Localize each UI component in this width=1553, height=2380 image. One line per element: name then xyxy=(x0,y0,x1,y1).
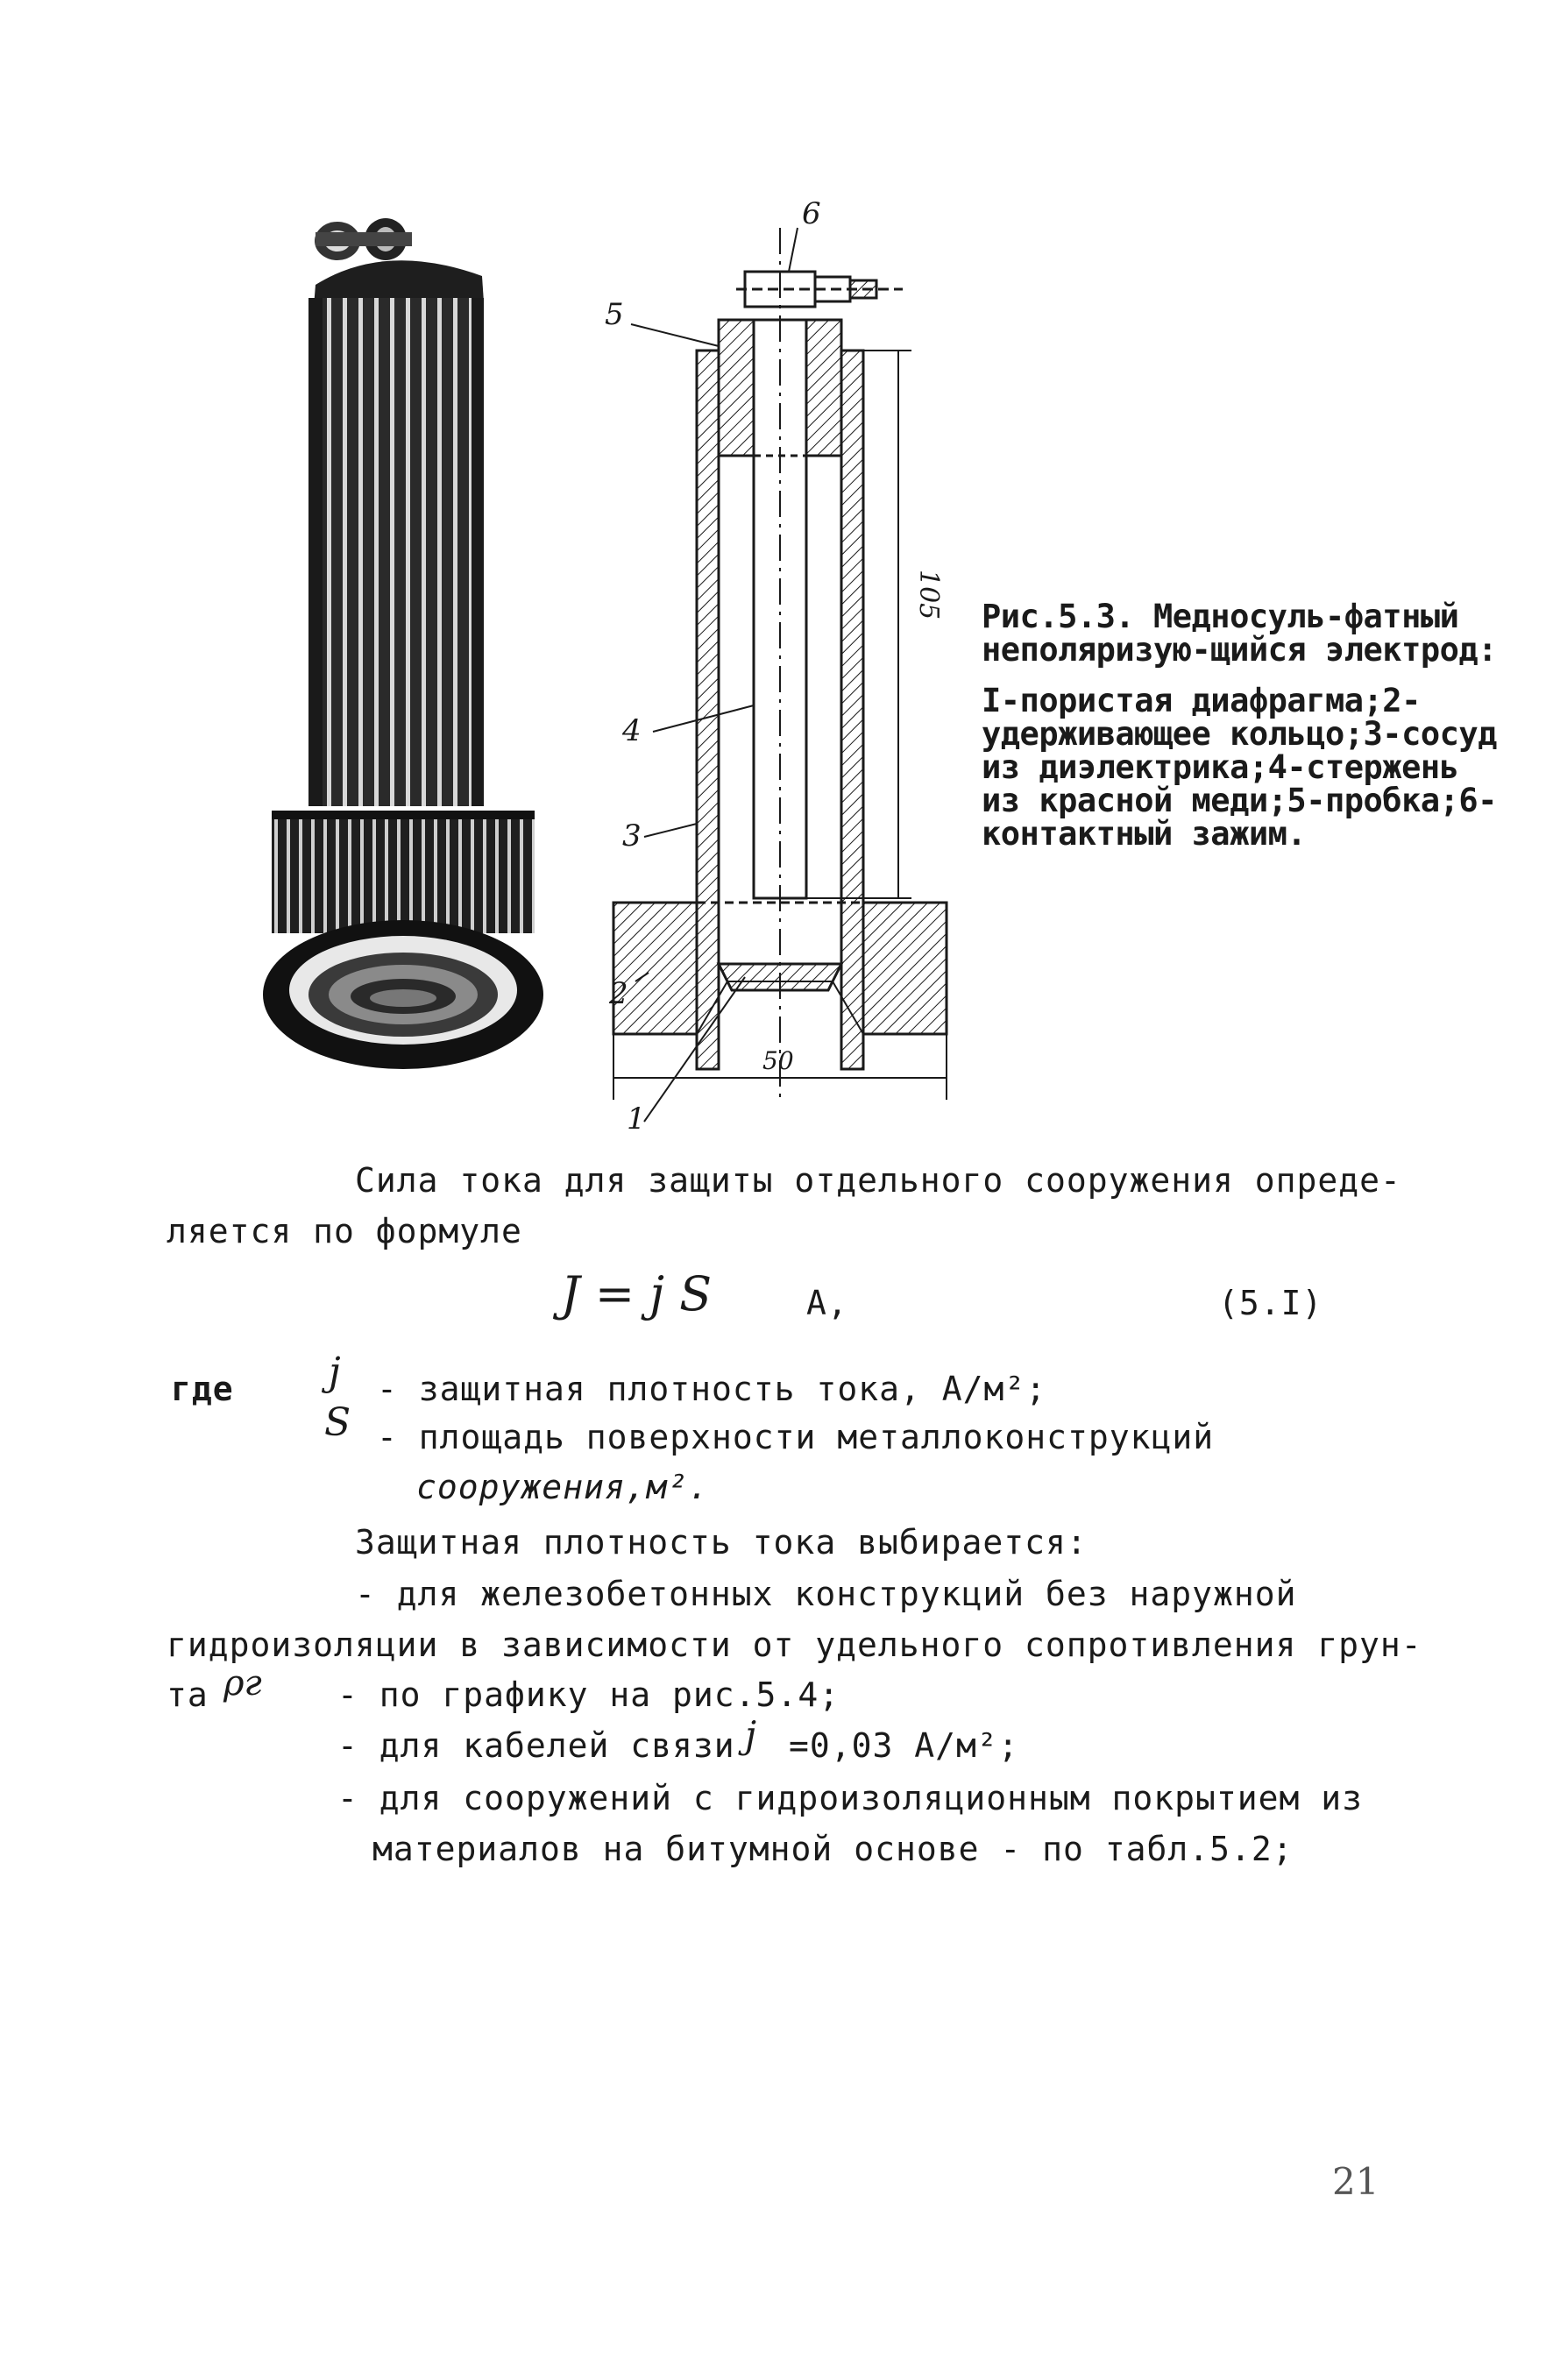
electrode-section-diagram xyxy=(596,193,999,1130)
item2-j-symbol: j xyxy=(745,1713,757,1756)
def-s-symbol: S xyxy=(324,1400,351,1445)
para1-line1: Сила тока для защиты отдельного сооружения опреде- xyxy=(355,1161,1401,1200)
para2: Защитная плотность тока выбирается: xyxy=(355,1523,1088,1562)
page-number: 21 xyxy=(1332,2160,1379,2203)
where-word: где xyxy=(171,1370,234,1408)
def-s-text-1: - площадь поверхности металлоконструкций xyxy=(377,1418,1215,1456)
item3-line2: материалов на битумной основе - по табл.5.2; xyxy=(372,1830,1294,1868)
caption-body: I-пористая диафрагма;2-удерживающее кольцо;3-сосуд из диэлектрика;4-стержень из красной меди;5-пробка;6-контактный зажим. xyxy=(982,682,1497,853)
label-1: 1 xyxy=(627,1101,646,1130)
electrode-photo xyxy=(254,206,557,1109)
item1-rho-symbol: ρг xyxy=(223,1663,262,1704)
item1-line3-text: - по графику на рис.5.4; xyxy=(337,1675,840,1714)
dim-105: 105 xyxy=(913,570,944,620)
formula-expression: J = j S xyxy=(561,1266,713,1321)
item3-line1: - для сооружений с гидроизоляционным покрытием из xyxy=(337,1779,1364,1817)
label-3: 3 xyxy=(622,818,642,854)
contact-clamp-graphic xyxy=(315,218,412,260)
formula-number: (5.I) xyxy=(1218,1284,1323,1322)
caption-title: Рис.5.3. Медносуль-фатный неполяризую-щийся электрод: xyxy=(982,598,1497,669)
def-j-text: - защитная плотность тока, А/м²; xyxy=(377,1370,1047,1408)
item1-line2: гидроизоляции в зависимости от удельного сопротивления грун- xyxy=(167,1626,1422,1664)
dim-50: 50 xyxy=(762,1046,794,1075)
def-j-symbol: j xyxy=(329,1349,341,1394)
item2-text: - для кабелей связи xyxy=(337,1726,735,1765)
def-s-text-2: сооружения,м². xyxy=(416,1468,710,1506)
label-4: 4 xyxy=(622,713,642,748)
item1-line3-prefix: та xyxy=(167,1675,209,1714)
item2-value: =0,03 А/м²; xyxy=(789,1726,1019,1765)
formula-unit: А, xyxy=(806,1284,848,1322)
label-2: 2 xyxy=(609,976,628,1011)
label-5: 5 xyxy=(605,297,624,332)
para1-line2: ляется по формуле xyxy=(167,1212,522,1250)
item1-line1: - для железобетонных конструкций без наружной xyxy=(355,1575,1297,1613)
figure-caption xyxy=(982,600,1507,851)
label-6: 6 xyxy=(802,196,821,231)
